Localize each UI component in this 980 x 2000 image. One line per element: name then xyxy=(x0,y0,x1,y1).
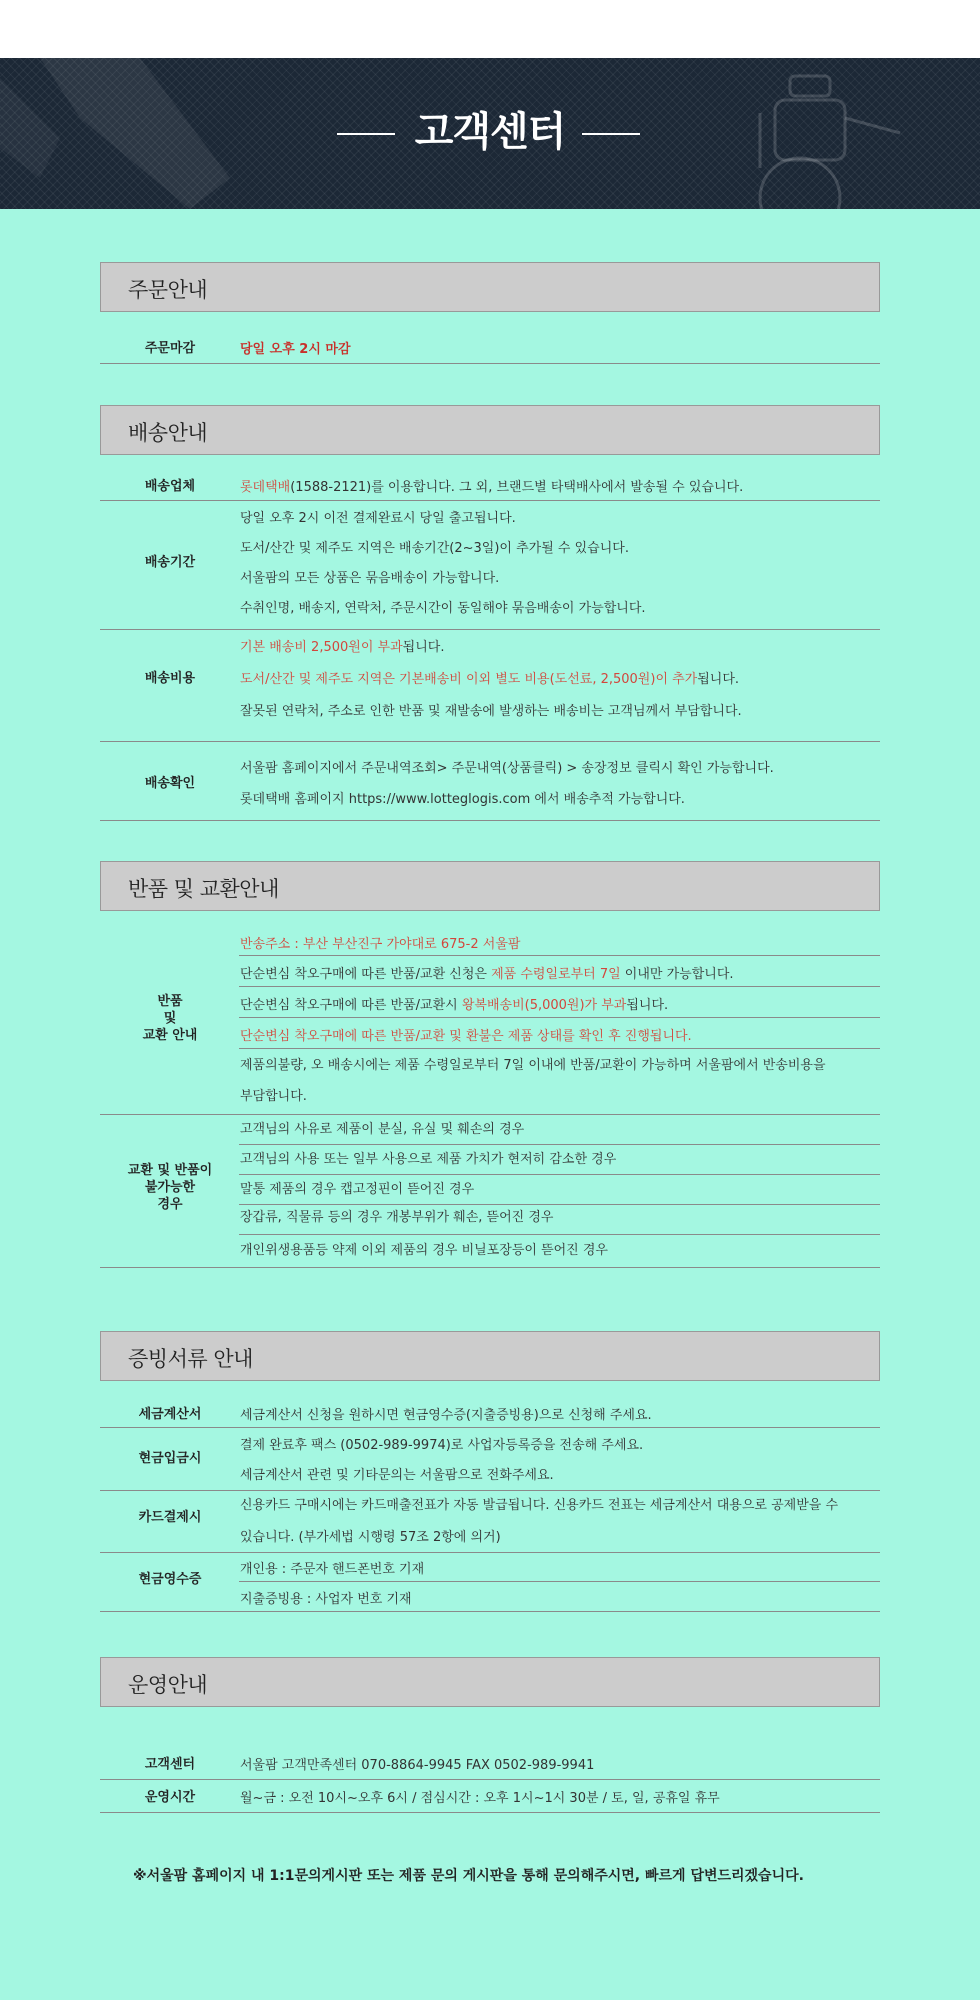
docs-tax-row xyxy=(100,1400,880,1428)
delivery-period-label: 배송기간 xyxy=(144,555,196,570)
returns-section-header xyxy=(100,861,880,911)
returns-impossible-label-line: 불가능한 xyxy=(144,1180,196,1195)
returns-line: 단순변심 착오구매에 따른 반품/교환 및 환불은 제품 상태를 확인 후 진행됩니다. xyxy=(240,1029,692,1044)
delivery-period-line: 수취인명, 배송지, 연락처, 주문시간이 동일해야 묶음배송이 가능합니다. xyxy=(240,601,646,616)
delivery-section-title: 배송안내 xyxy=(128,421,208,445)
page-title: 고객센터 xyxy=(414,109,566,155)
docs-card-line: 있습니다. (부가세법 시행령 57조 2항에 의거) xyxy=(240,1530,501,1545)
docs-receipt-line: 개인용 : 주문자 핸드폰번호 기재 xyxy=(240,1562,425,1577)
returns-impossible-line: 고객님의 사유로 제품이 분실, 유실 및 훼손의 경우 xyxy=(240,1122,525,1137)
returns-impossible-line: 장갑류, 직물류 등의 경우 개봉부위가 훼손, 뜯어진 경우 xyxy=(240,1210,554,1225)
docs-section-header xyxy=(100,1331,880,1381)
ops-center-label: 고객센터 xyxy=(144,1757,196,1772)
docs-tax-label: 세금계산서 xyxy=(138,1407,202,1422)
returns-line-text: 이내만 가능합니다. xyxy=(620,967,734,982)
order-cutoff-row xyxy=(100,332,880,364)
returns-line-text: 단순변심 착오구매에 따른 반품/교환 신청은 xyxy=(240,967,492,982)
returns-impossible-line: 말통 제품의 경우 캡고정핀이 뜯어진 경우 xyxy=(240,1182,475,1197)
delivery-period-line: 서울팜의 모든 상품은 묶음배송이 가능합니다. xyxy=(240,571,500,586)
top-spacer xyxy=(0,0,980,58)
delivery-cost-highlight: 기본 배송비 2,500원이 부과 xyxy=(240,640,403,655)
delivery-company-name: 롯데택배 xyxy=(240,480,291,495)
order-cutoff-label: 주문마감 xyxy=(144,341,196,356)
docs-card-label: 카드결제시 xyxy=(138,1510,202,1525)
returns-line: 부담합니다. xyxy=(240,1089,307,1104)
ops-center-row xyxy=(100,1748,880,1780)
returns-guide-label-line: 반품 xyxy=(157,994,183,1009)
delivery-period-line: 도서/산간 및 제주도 지역은 배송기간(2~3일)이 추가될 수 있습니다. xyxy=(240,541,629,556)
returns-line xyxy=(240,997,668,1014)
delivery-check-row xyxy=(100,742,880,821)
delivery-check-line: 롯데택배 홈페이지 https://www.lotteglogis.com 에서 배송추적 가능합니다. xyxy=(240,792,685,807)
returns-impossible-line: 개인위생용품등 약제 이외 제품의 경우 비닐포장등이 뜯어진 경우 xyxy=(240,1243,608,1258)
delivery-period-row xyxy=(100,501,880,630)
ops-section-title: 운영안내 xyxy=(128,1673,208,1697)
returns-section-title: 반품 및 교환안내 xyxy=(128,877,279,901)
returns-line xyxy=(240,966,734,983)
delivery-cost-highlight: 도서/산간 및 제주도 지역은 기본배송비 이외 별도 비용(도선료, 2,500원)이 추가 xyxy=(240,672,698,687)
docs-cash-line: 결제 완료후 팩스 (0502-989-9974)로 사업자등록증을 전송해 주세요. xyxy=(240,1438,644,1453)
delivery-cost-line xyxy=(240,671,739,688)
row-divider xyxy=(239,1174,880,1175)
returns-impossible-line: 고객님의 사용 또는 일부 사용으로 제품 가치가 현저히 감소한 경우 xyxy=(240,1152,617,1167)
docs-tax-line: 세금계산서 신청을 원하시면 현금영수증(지출증빙용)으로 신청해 주세요. xyxy=(240,1408,652,1423)
delivery-period-line: 당일 오후 2시 이전 결제완료시 당일 출고됩니다. xyxy=(240,511,516,526)
returns-line-text: 됩니다. xyxy=(626,998,669,1013)
returns-line-highlight: 왕복배송비(5,000원)가 부과 xyxy=(461,998,627,1013)
delivery-cost-line xyxy=(240,639,444,656)
delivery-check-line: 서울팜 홈페이지에서 주문내역조회> 주문내역(상품클릭) > 송장정보 클릭시 확인 가능합니다. xyxy=(240,761,774,776)
docs-receipt-label: 현금영수증 xyxy=(138,1572,202,1587)
returns-impossible-label-line: 교환 및 반품이 xyxy=(127,1163,213,1178)
returns-impossible-label xyxy=(100,1162,240,1213)
delivery-cost-rest: 됩니다. xyxy=(697,672,740,687)
docs-cash-label: 현금입금시 xyxy=(138,1451,202,1466)
docs-section-title: 증빙서류 안내 xyxy=(128,1347,253,1371)
ops-section-header xyxy=(100,1657,880,1707)
docs-receipt-row xyxy=(100,1553,880,1612)
returns-guide-row xyxy=(100,930,880,1115)
order-section-header xyxy=(100,262,880,312)
returns-impossible-label-line: 경우 xyxy=(157,1197,183,1212)
ops-center-value: 서울팜 고객만족센터 070-8864-9945 FAX 0502-989-9941 xyxy=(240,1758,595,1773)
ops-hours-value: 월~금 : 오전 10시~오후 6시 / 점심시간 : 오후 1시~1시 30분 / 토, 일, 공휴일 휴무 xyxy=(240,1791,720,1806)
returns-address: 반송주소 : 부산 부산진구 가야대로 675-2 서울팜 xyxy=(240,937,521,952)
docs-card-row xyxy=(100,1491,880,1553)
row-divider xyxy=(239,1048,880,1049)
docs-cash-row xyxy=(100,1428,880,1491)
row-divider xyxy=(239,1234,880,1235)
delivery-cost-rest: 됩니다. xyxy=(402,640,445,655)
delivery-cost-row xyxy=(100,630,880,742)
row-divider xyxy=(239,1144,880,1145)
delivery-section-header xyxy=(100,405,880,455)
footer-note: ※서울팜 홈페이지 내 1:1문의게시판 또는 제품 문의 게시판을 통해 문의해주시면, 빠르게 답변드리겠습니다. xyxy=(133,1868,804,1884)
returns-guide-label xyxy=(100,993,240,1044)
delivery-cost-line: 잘못된 연락처, 주소로 인한 반품 및 재발송에 발생하는 배송비는 고객님께서 부담합니다. xyxy=(240,704,742,719)
docs-receipt-line: 지출증빙용 : 사업자 번호 기재 xyxy=(240,1592,412,1607)
delivery-company-label: 배송업체 xyxy=(144,479,196,494)
docs-cash-line: 세금계산서 관련 및 기타문의는 서울팜으로 전화주세요. xyxy=(240,1468,554,1483)
docs-card-line: 신용카드 구매시에는 카드매출전표가 자동 발급됩니다. 신용카드 전표는 세금계산서 대용으로 공제받을 수 xyxy=(240,1498,839,1513)
returns-impossible-row xyxy=(100,1115,880,1268)
row-divider xyxy=(239,986,880,987)
row-divider xyxy=(239,1581,880,1582)
returns-guide-label-line: 교환 안내 xyxy=(142,1028,198,1043)
delivery-cost-label: 배송비용 xyxy=(144,671,196,686)
ops-hours-row xyxy=(100,1780,880,1813)
delivery-check-label: 배송확인 xyxy=(144,776,196,791)
delivery-company-rest: (1588-2121)를 이용합니다. 그 외, 브랜드별 타택배사에서 발송될 수 있습니다. xyxy=(290,480,744,495)
delivery-company-text xyxy=(240,479,743,496)
order-cutoff-value: 당일 오후 2시 마감 xyxy=(240,342,351,357)
returns-line-highlight: 제품 수령일로부터 7일 xyxy=(491,967,621,982)
returns-line-text: 단순변심 착오구매에 따른 반품/교환시 xyxy=(240,998,462,1013)
hero-banner xyxy=(0,58,980,209)
returns-guide-label-line: 및 xyxy=(163,1011,177,1026)
returns-line: 제품의불량, 오 배송시에는 제품 수령일로부터 7일 이내에 반품/교환이 가능하며 서울팜에서 반송비용을 xyxy=(240,1058,826,1073)
order-section-title: 주문안내 xyxy=(128,278,208,302)
delivery-company-row xyxy=(100,470,880,501)
row-divider xyxy=(239,955,880,956)
row-divider xyxy=(239,1204,880,1205)
ops-hours-label: 운영시간 xyxy=(144,1790,196,1805)
row-divider xyxy=(239,1017,880,1018)
